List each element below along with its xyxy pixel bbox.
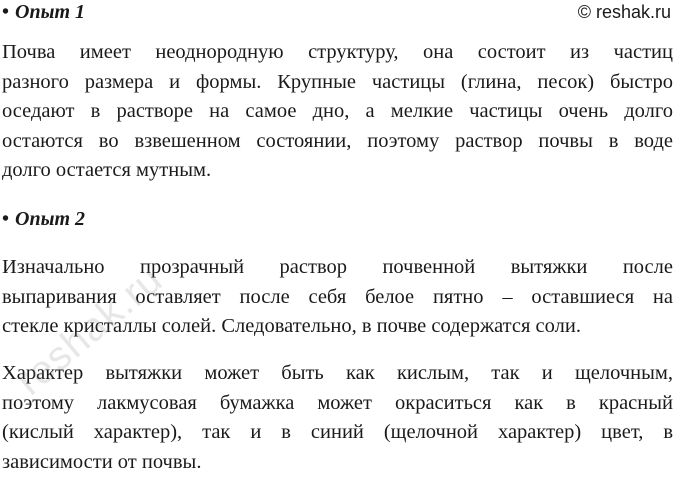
paragraph-experiment-2-litmus [2, 359, 673, 477]
paragraph-experiment-2-result [2, 253, 673, 342]
section-title: Опыт 2 [15, 208, 86, 230]
paragraph-experiment-1 [2, 38, 673, 186]
text-line: разного размера и формы. Крупные частицы (глина, песок) быстро [2, 70, 673, 93]
text-line: поэтому лакмусовая бумажка может окраситься как в красный [2, 391, 673, 414]
text-line: выпаривания оставляет после себя белое пятно – оставшиеся на [2, 285, 673, 308]
section-heading-experiment-1 [2, 0, 85, 24]
text-line: Почва имеет неоднородную структуру, она состоит из частиц [2, 41, 673, 63]
section-title: Опыт 1 [15, 1, 86, 23]
text-line: долго остается мутным. [2, 159, 212, 181]
bullet-mark: • [2, 208, 10, 230]
text-line: зависимости от почвы. [2, 450, 202, 473]
text-line: Характер вытяжки может быть как кислым, так и щелочным, [2, 362, 673, 384]
text-line: остаются во взвешенном состоянии, поэтому раствор почвы в воде [2, 129, 673, 152]
text-line: оседают в растворе на самое дно, а мелкие частицы очень долго [2, 100, 673, 122]
copyright-label: © reshak.ru [577, 2, 671, 22]
text-line: Изначально прозрачный раствор почвенной вытяжки после [2, 256, 673, 278]
bullet-mark: • [2, 1, 10, 23]
section-heading-experiment-2 [2, 207, 85, 231]
text-line: стекле кристаллы солей. Следовательно, в почве содержатся соли. [2, 315, 581, 337]
text-line: (кислый характер), так и в синий (щелочной характер) цвет, в [2, 421, 673, 443]
watermark: reshak.ru [8, 257, 171, 404]
